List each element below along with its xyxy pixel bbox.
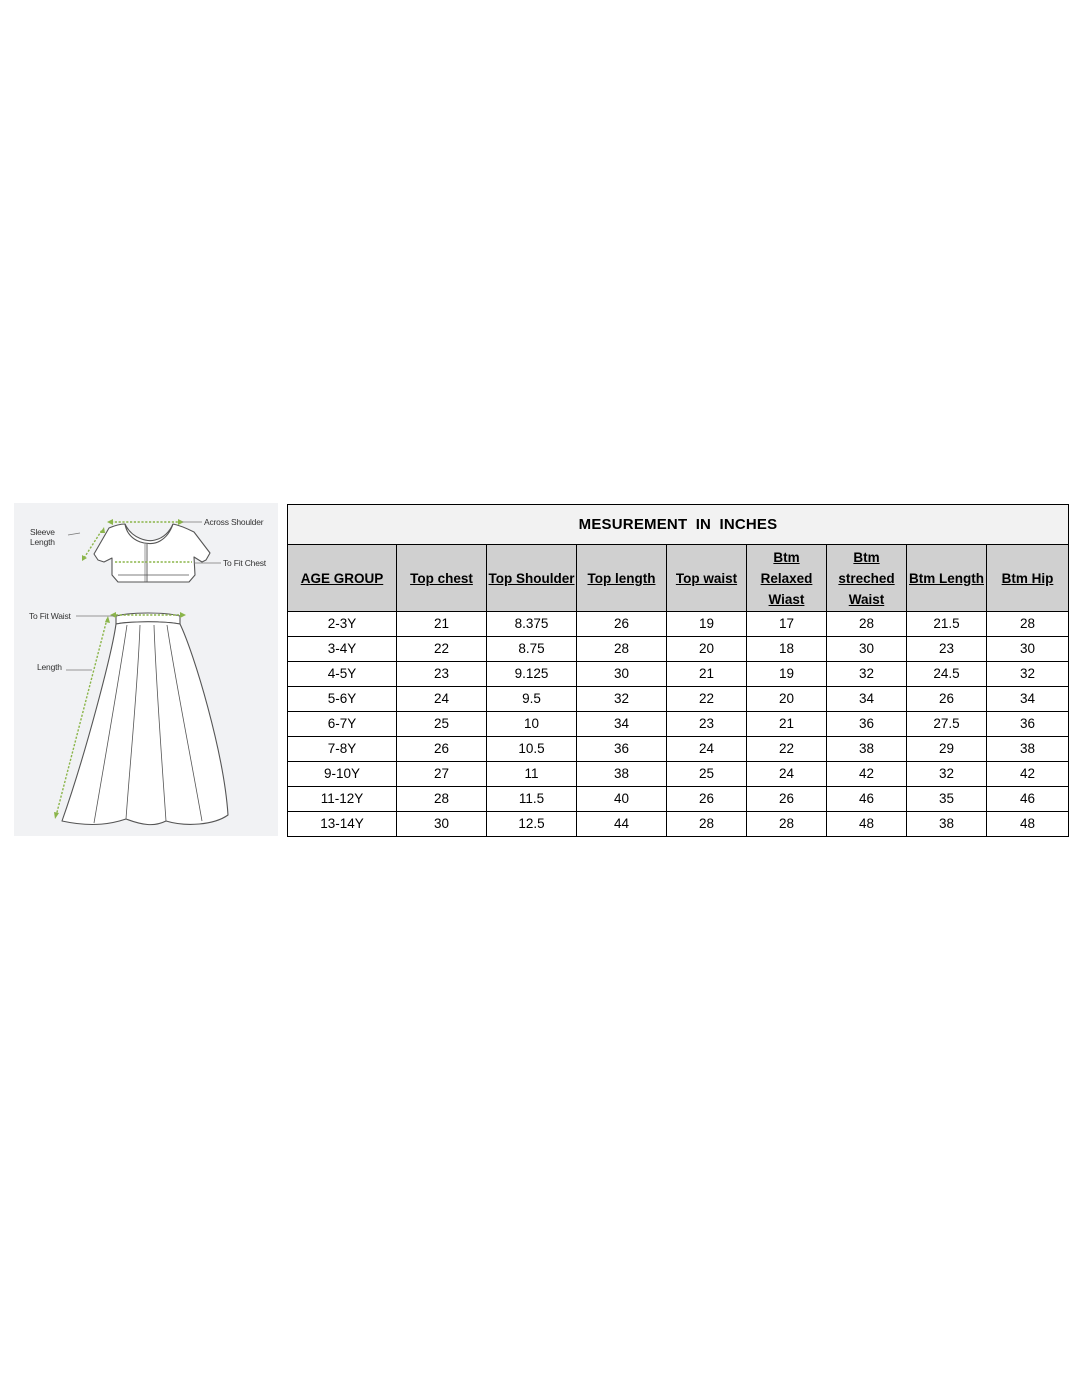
header-top-waist [667,545,747,612]
cell-btm-hip: 30 [987,637,1069,662]
header-label: Btm Relaxed Wiast [760,549,813,607]
header-btm-hip [987,545,1069,612]
cell-btm-relaxed-waist: 28 [747,812,827,837]
cell-btm-hip: 46 [987,787,1069,812]
cell-top-shoulder: 12.5 [487,812,577,837]
blouse-outline [94,524,210,582]
cell-top-chest: 30 [397,812,487,837]
cell-btm-relaxed-waist: 21 [747,712,827,737]
cell-age-group: 7-8Y [288,737,397,762]
cell-top-waist: 22 [667,687,747,712]
cell-age-group: 2-3Y [288,612,397,637]
cell-top-shoulder: 9.5 [487,687,577,712]
cell-btm-length: 35 [907,787,987,812]
cell-btm-length: 29 [907,737,987,762]
cell-btm-stretched-waist: 30 [827,637,907,662]
sleeve-length-label: Sleeve Length [30,527,55,547]
table-row [288,612,1069,637]
cell-top-waist: 21 [667,662,747,687]
cell-btm-relaxed-waist: 18 [747,637,827,662]
cell-btm-length: 26 [907,687,987,712]
cell-age-group: 11-12Y [288,787,397,812]
cell-top-length: 44 [577,812,667,837]
table-title-row [288,505,1069,545]
cell-btm-relaxed-waist: 24 [747,762,827,787]
cell-age-group: 9-10Y [288,762,397,787]
header-top-length [577,545,667,612]
cell-top-length: 38 [577,762,667,787]
table-row [288,787,1069,812]
header-top-chest [397,545,487,612]
cell-top-length: 26 [577,612,667,637]
header-label: Top waist [675,570,738,586]
cell-btm-stretched-waist: 36 [827,712,907,737]
cell-top-shoulder: 11.5 [487,787,577,812]
cell-top-chest: 26 [397,737,487,762]
table-row [288,762,1069,787]
cell-top-shoulder: 10.5 [487,737,577,762]
cell-btm-length: 21.5 [907,612,987,637]
cell-top-chest: 21 [397,612,487,637]
cell-top-shoulder: 11 [487,762,577,787]
table-body [288,612,1069,837]
cell-top-chest: 24 [397,687,487,712]
cell-btm-relaxed-waist: 19 [747,662,827,687]
table-row [288,737,1069,762]
cell-top-chest: 27 [397,762,487,787]
header-label: Top length [587,570,656,586]
header-btm-length [907,545,987,612]
cell-btm-hip: 38 [987,737,1069,762]
cell-top-waist: 26 [667,787,747,812]
size-chart-table [287,504,1069,837]
cell-btm-hip: 42 [987,762,1069,787]
cell-btm-hip: 34 [987,687,1069,712]
table-title: MESUREMENT IN INCHES [288,505,1069,545]
header-top-shoulder [487,545,577,612]
cell-top-shoulder: 9.125 [487,662,577,687]
cell-btm-hip: 28 [987,612,1069,637]
cell-btm-length: 32 [907,762,987,787]
table-row [288,687,1069,712]
cell-top-length: 32 [577,687,667,712]
cell-top-shoulder: 10 [487,712,577,737]
cell-top-chest: 28 [397,787,487,812]
to-fit-chest-label: To Fit Chest [223,558,266,568]
cell-top-length: 28 [577,637,667,662]
cell-top-shoulder: 8.75 [487,637,577,662]
header-label: Btm Length [909,570,984,586]
across-shoulder-label: Across Shoulder [204,517,264,527]
cell-age-group: 6-7Y [288,712,397,737]
cell-top-length: 30 [577,662,667,687]
cell-age-group: 5-6Y [288,687,397,712]
table-row [288,662,1069,687]
cell-top-waist: 28 [667,812,747,837]
cell-btm-stretched-waist: 48 [827,812,907,837]
cell-btm-stretched-waist: 34 [827,687,907,712]
cell-top-waist: 19 [667,612,747,637]
cell-top-chest: 25 [397,712,487,737]
table-row [288,637,1069,662]
table-row [288,712,1069,737]
cell-btm-relaxed-waist: 26 [747,787,827,812]
cell-age-group: 13-14Y [288,812,397,837]
length-label: Length [37,662,62,672]
cell-btm-stretched-waist: 38 [827,737,907,762]
cell-btm-stretched-waist: 32 [827,662,907,687]
header-age-group [288,545,397,612]
cell-btm-stretched-waist: 46 [827,787,907,812]
table-row [288,812,1069,837]
size-diagram [14,503,278,836]
header-btm-stretched-waist [827,545,907,612]
cell-btm-stretched-waist: 28 [827,612,907,637]
cell-top-length: 36 [577,737,667,762]
cell-btm-hip: 32 [987,662,1069,687]
cell-btm-relaxed-waist: 22 [747,737,827,762]
cell-btm-length: 38 [907,812,987,837]
header-label: AGE GROUP [300,570,384,586]
cell-top-length: 34 [577,712,667,737]
cell-btm-relaxed-waist: 17 [747,612,827,637]
to-fit-waist-label: To Fit Waist [29,611,71,621]
header-label: Top Shoulder [488,570,575,586]
cell-top-waist: 25 [667,762,747,787]
cell-btm-length: 24.5 [907,662,987,687]
header-label: Top chest [410,570,473,586]
cell-age-group: 4-5Y [288,662,397,687]
cell-age-group: 3-4Y [288,637,397,662]
cell-top-waist: 20 [667,637,747,662]
cell-btm-length: 27.5 [907,712,987,737]
header-label: Btm streched Waist [838,549,895,607]
cell-top-length: 40 [577,787,667,812]
cell-btm-stretched-waist: 42 [827,762,907,787]
cell-btm-hip: 36 [987,712,1069,737]
cell-top-chest: 23 [397,662,487,687]
table-header-row [288,545,1069,612]
cell-top-waist: 23 [667,712,747,737]
skirt-outline [62,622,228,825]
cell-top-waist: 24 [667,737,747,762]
cell-top-shoulder: 8.375 [487,612,577,637]
header-label: Btm Hip [1001,570,1054,586]
cell-btm-hip: 48 [987,812,1069,837]
cell-btm-relaxed-waist: 20 [747,687,827,712]
cell-btm-length: 23 [907,637,987,662]
cell-top-chest: 22 [397,637,487,662]
header-btm-relaxed-waist [747,545,827,612]
